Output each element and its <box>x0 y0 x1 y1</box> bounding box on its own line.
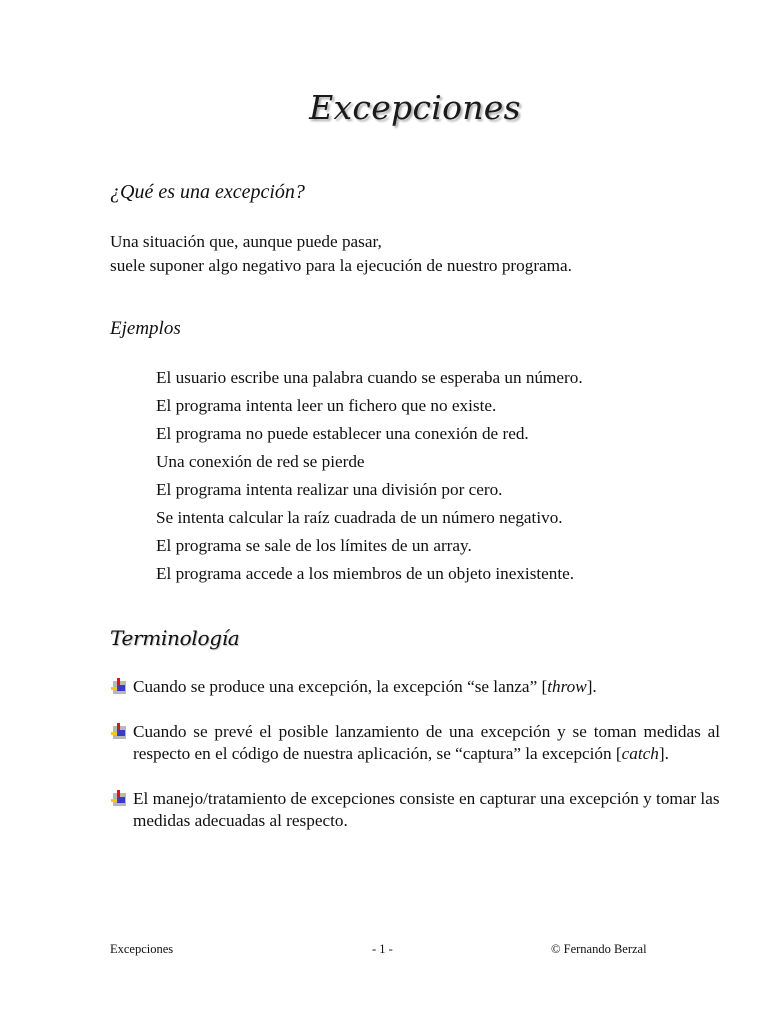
example-item: El programa accede a los miembros de un objeto inexistente. <box>156 564 575 583</box>
document-title: Excepciones <box>309 88 521 127</box>
colored-square-bullet-icon <box>110 678 127 695</box>
term-throw: throw <box>547 677 587 696</box>
terminology-text: Cuando se produce una excepción, la excepción “se lanza” [throw]. <box>133 677 597 696</box>
intro-line: suele suponer algo negativo para la ejecución de nuestro programa. <box>110 256 572 275</box>
colored-square-bullet-icon <box>110 790 127 807</box>
footer-author: © Fernando Berzal <box>551 942 647 956</box>
terminology-text: Cuando se prevé el posible lanzamiento de una excepción y se toman medidas al respecto en el código de nuestra aplicación, se “captura” la excepción [catch]. <box>133 721 720 763</box>
example-item: El usuario escribe una palabra cuando se esperaba un número. <box>156 368 583 387</box>
terminology-item <box>110 676 720 699</box>
example-item: El programa intenta realizar una división por cero. <box>156 480 503 499</box>
terminology-list <box>110 676 720 855</box>
intro-paragraph <box>110 230 572 278</box>
term-catch: catch <box>621 744 659 763</box>
section-heading-what-is: ¿Qué es una excepción? <box>110 181 305 203</box>
section-heading-terminology: Terminología <box>110 626 240 650</box>
example-item: El programa no puede establecer una conexión de red. <box>156 424 529 443</box>
footer-page-number: - 1 - <box>372 942 393 956</box>
terminology-item <box>110 788 720 833</box>
terminology-item <box>110 721 720 766</box>
example-item: Se intenta calcular la raíz cuadrada de un número negativo. <box>156 508 563 527</box>
example-item: Una conexión de red se pierde <box>156 452 365 471</box>
footer-document-name: Excepciones <box>110 942 174 956</box>
terminology-text: El manejo/tratamiento de excepciones consiste en capturar una excepción y tomar las medidas adecuadas al respecto. <box>133 788 720 830</box>
examples-list <box>156 364 583 588</box>
example-item: El programa intenta leer un fichero que no existe. <box>156 396 497 415</box>
section-heading-examples: Ejemplos <box>110 318 181 339</box>
intro-line: Una situación que, aunque puede pasar, <box>110 232 382 251</box>
colored-square-bullet-icon <box>110 723 127 740</box>
example-item: El programa se sale de los límites de un array. <box>156 536 472 555</box>
